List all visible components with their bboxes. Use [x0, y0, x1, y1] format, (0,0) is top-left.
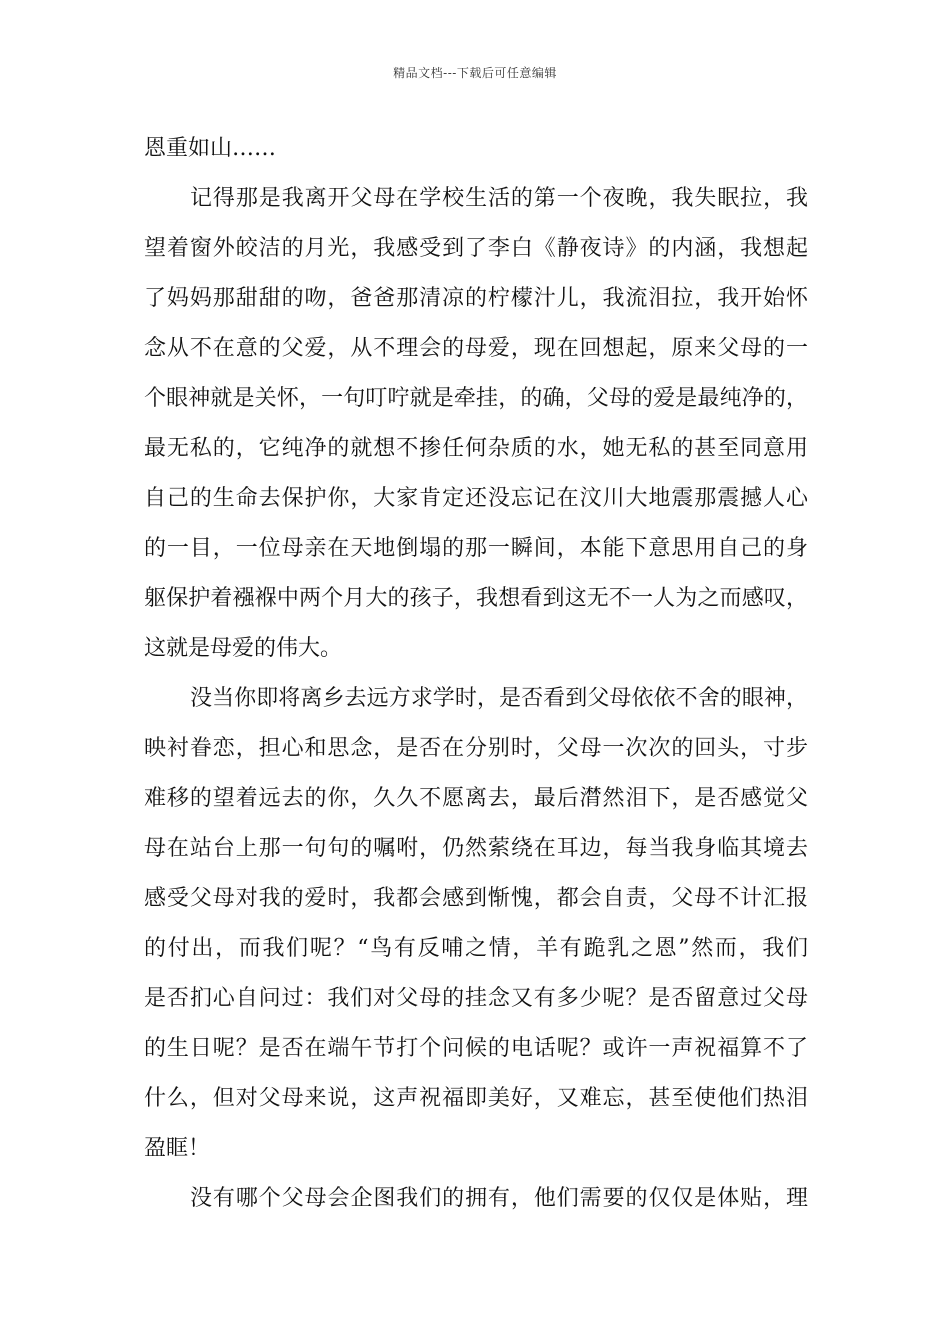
text-line: 的一目，一位母亲在天地倒塌的那一瞬间，本能下意思用自己的身 [144, 536, 808, 561]
text-line: 没当你即将离乡去远方求学时，是否看到父母依依不舍的眼神， [190, 686, 808, 711]
text-line: 母在站台上那一句句的嘱咐，仍然萦绕在耳边，每当我身临其境去 [144, 836, 808, 861]
text-line: 这就是母爱的伟大。 [144, 636, 343, 661]
text-line: 难移的望着远去的你，久久不愿离去，最后潸然泪下，是否感觉父 [144, 786, 808, 811]
text-line: 了妈妈那甜甜的吻，爸爸那清凉的柠檬汁儿，我流泪拉，我开始怀 [144, 286, 808, 311]
text-line: 躯保护着襁褓中两个月大的孩子，我想看到这无不一人为之而感叹， [144, 586, 808, 611]
text-line: 是否扪心自问过：我们对父母的挂念又有多少呢？是否留意过父母 [144, 986, 808, 1011]
text-line: 没有哪个父母会企图我们的拥有，他们需要的仅仅是体贴，理 [190, 1186, 808, 1211]
text-line: 自己的生命去保护你，大家肯定还没忘记在汶川大地震那震撼人心 [144, 486, 808, 511]
text-line: 个眼神就是关怀，一句叮咛就是牵挂，的确，父母的爱是最纯净的， [144, 386, 808, 411]
text-line: 的付出，而我们呢？“鸟有反哺之情，羊有跪乳之恩”然而，我们 [144, 936, 808, 961]
text-line: 映衬眷恋，担心和思念，是否在分别时，父母一次次的回头，寸步 [144, 736, 808, 761]
page-header: 精品文档---下载后可任意编辑 [393, 66, 557, 80]
body-text [144, 124, 808, 1224]
text-line: 盈眶！ [144, 1136, 211, 1161]
text-line: 最无私的，它纯净的就想不掺任何杂质的水，她无私的甚至同意用 [144, 436, 808, 461]
text-line: 念从不在意的父爱，从不理会的母爱，现在回想起，原来父母的一 [144, 336, 808, 361]
text-line: 望着窗外皎洁的月光，我感受到了李白《静夜诗》的内涵，我想起 [144, 236, 808, 261]
text-line: 什么，但对父母来说，这声祝福即美好，又难忘，甚至使他们热泪 [144, 1086, 808, 1111]
text-line: 记得那是我离开父母在学校生活的第一个夜晚，我失眠拉，我 [190, 186, 808, 211]
text-line: 感受父母对我的爱时，我都会感到惭愧，都会自责，父母不计汇报 [144, 886, 808, 911]
text-line: 恩重如山…… [144, 136, 277, 161]
text-line: 的生日呢？是否在端午节打个问候的电话呢？或许一声祝福算不了 [144, 1036, 808, 1061]
